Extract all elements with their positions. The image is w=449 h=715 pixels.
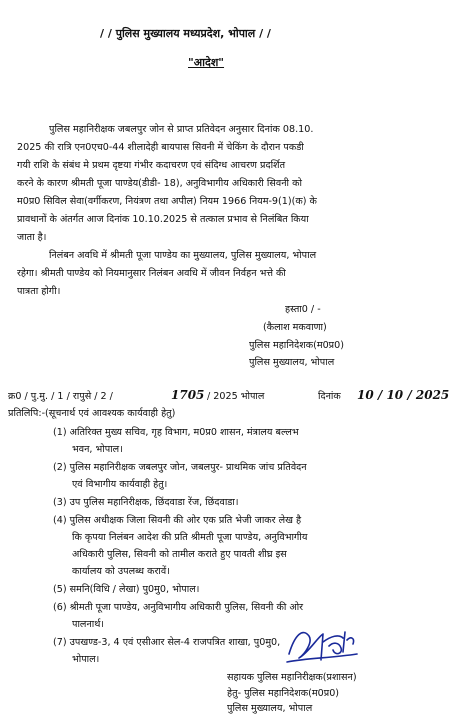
on-behalf-of: हेतु- पुलिस महानिदेशक(म0प्र0) bbox=[227, 688, 340, 699]
copy-item-6-line-1: (6) श्रीमती पूजा पाण्डेय, अनुविभागीय अधिकारी पुलिस, सिवनी की ओर bbox=[53, 602, 304, 613]
para1-line-6: प्रावधानों के अंतर्गत आज दिनांक 10.10.2025 से तत्काल प्रभाव से निलंबित किया bbox=[17, 214, 309, 225]
para1-line-2: 2025 की रात्रि एन0एच0-44 शीलादेही बायपास सिवनी में चेकिंग के दौरान पकडी bbox=[17, 142, 304, 153]
copy-item-4-line-3: अधिकारी पुलिस, सिवनी को तामील कराते हुए पावती शीघ्र इस bbox=[72, 549, 287, 560]
reference-number-suffix: / 2025 भोपाल bbox=[207, 391, 265, 402]
signed-mark: हस्ता0 / - bbox=[285, 304, 321, 315]
order-title: "आदेश" bbox=[188, 56, 225, 69]
para2-line-2: रहेगा। श्रीमती पाण्डेय को नियमानुसार निलंबन अवधि में जीवन निर्वहन भत्ते की bbox=[17, 268, 286, 279]
copy-item-2-line-1: (2) पुलिस महानिरीक्षक जबलपुर जोन, जबलपुर- प्राथमिक जांच प्रतिवेदन bbox=[53, 462, 307, 473]
para2-line-3: पात्रता होगी। bbox=[17, 286, 61, 297]
copy-item-4-line-2: कि कृपया निलंबन आदेश की प्रति श्रीमती पूजा पाण्डेय, अनुविभागीय bbox=[72, 532, 308, 543]
reference-number-prefix: क्र0 / पु.मु. / 1 / रापुसे / 2 / bbox=[8, 391, 113, 402]
para2-line-1: निलंबन अवधि में श्रीमती पूजा पाण्डेय का मुख्यालय, पुलिस मुख्यालय, भोपाल bbox=[49, 250, 317, 261]
copy-item-7-line-2: भोपाल। bbox=[72, 654, 100, 665]
copy-to-label: प्रतिलिपि:-(सूचनार्थ एवं आवश्यक कार्यवाही हेतु) bbox=[8, 408, 176, 419]
assistant-ig-designation: सहायक पुलिस महानिरीक्षक(प्रशासन) bbox=[227, 672, 357, 683]
para1-line-3: गयी राशि के संबंध मे प्रथम दृष्टया गंभीर कदाचरण एवं संदिग्ध आचरण प्रदर्शित bbox=[17, 160, 286, 171]
copy-item-2-line-2: एवं विभागीय कार्यवाही हेतु। bbox=[72, 479, 168, 490]
copy-item-3-line-1: (3) उप पुलिस महानिरीक्षक, छिंदवाडा रेंज, छिंदवाडा। bbox=[53, 497, 239, 508]
copy-item-7-line-1: (7) उपखण्ड-3, 4 एवं एसीआर सेल-4 राजपत्रित शाखा, पु0मु0, bbox=[53, 637, 281, 648]
copy-item-5-line-1: (5) समनि(विधि / लेखा) पु0मु0, भोपाल। bbox=[53, 584, 200, 595]
copy-item-6-line-2: पालनार्थ। bbox=[72, 619, 105, 630]
copy-item-1-line-1: (1) अतिरिक्त मुख्य सचिव, गृह विभाग, म0प्र0 शासन, मंत्रालय बल्लभ bbox=[53, 427, 299, 438]
date-label: दिनांक bbox=[318, 391, 341, 402]
copy-item-4-line-4: कार्यालय को उपलब्ध करावें। bbox=[72, 566, 170, 577]
office-header: / / पुलिस मुख्यालय मध्यप्रदेश, भोपाल / / bbox=[100, 27, 271, 40]
copy-item-1-line-2: भवन, भोपाल। bbox=[72, 444, 123, 455]
copy-item-4-line-1: (4) पुलिस अधीक्षक जिला सिवनी की ओर एक प्रति भेजी जाकर लेख है bbox=[53, 515, 302, 526]
reference-number-handwritten: 1705 bbox=[171, 388, 205, 402]
handwritten-signature bbox=[283, 624, 361, 670]
office-footer: पुलिस मुख्यालय, भोपाल bbox=[227, 703, 313, 714]
signatory-name: (कैलाश मकवाणा) bbox=[263, 322, 327, 333]
para1-line-1: पुलिस महानिरीक्षक जबलपुर जोन से प्राप्त प्रतिवेदन अनुसार दिनांक 08.10. bbox=[49, 124, 314, 135]
signatory-designation: पुलिस महानिदेशक(म0प्र0) bbox=[249, 340, 344, 351]
para1-line-7: जाता है। bbox=[17, 232, 47, 243]
signatory-office: पुलिस मुख्यालय, भोपाल bbox=[249, 357, 335, 368]
para1-line-5: म0प्र0 सिविल सेवा(वर्गीकरण, नियंत्रण तथा अपील) नियम 1966 नियम-9(1)(क) के bbox=[17, 196, 317, 207]
date-handwritten: 10 / 10 / 2025 bbox=[357, 388, 449, 402]
para1-line-4: करने के कारण श्रीमती पूजा पाण्डेय(डीडी- 18), अनुविभागीय अधिकारी सिवनी को bbox=[17, 178, 302, 189]
